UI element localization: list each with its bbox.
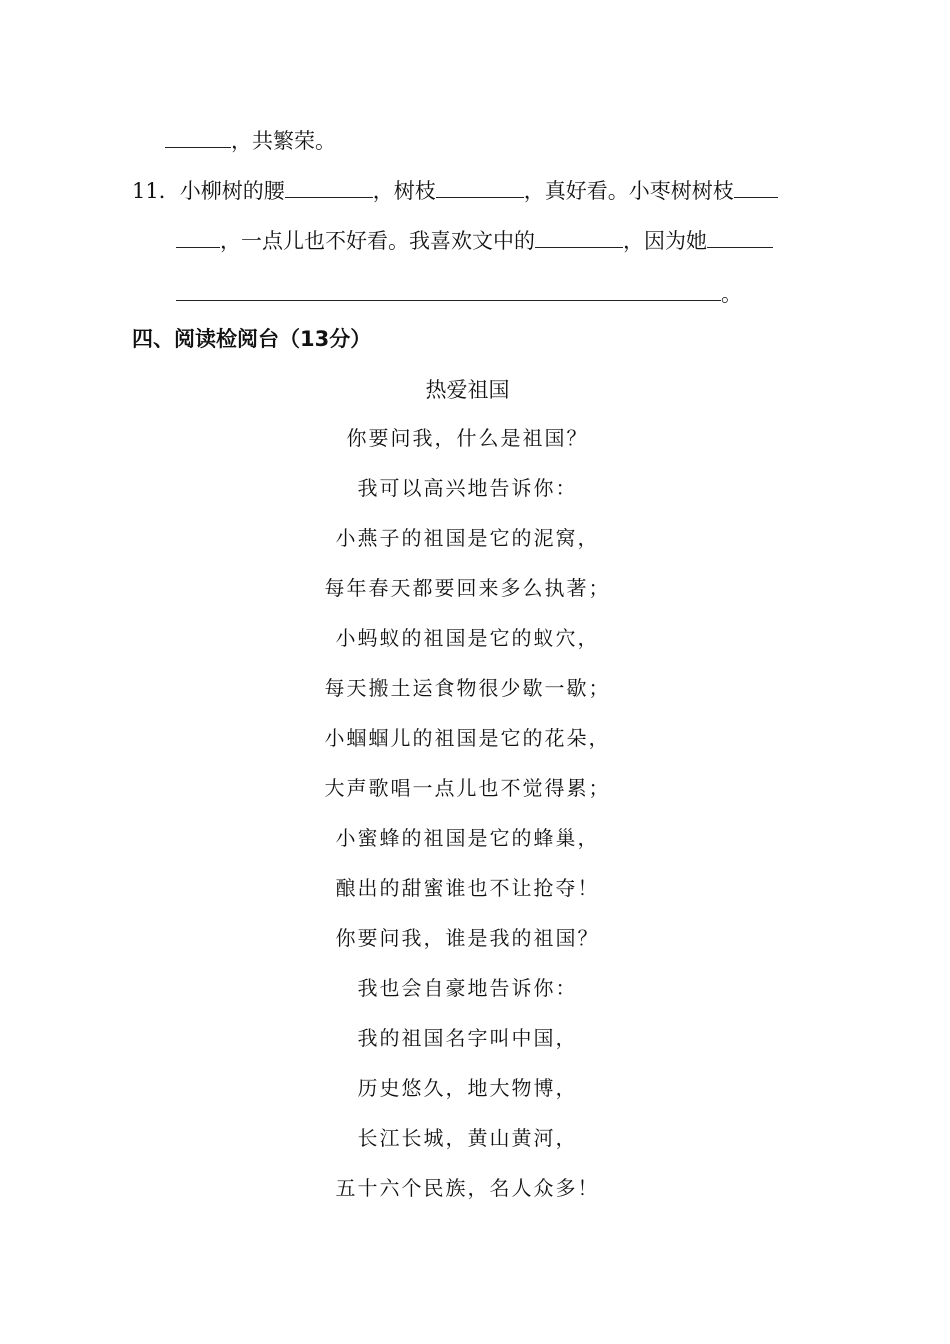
section-heading: 四、阅读检阅台（13分） [132,327,372,351]
q11-seg3: ，真好看。小枣树树枝 [523,179,734,203]
q11-line-3 [176,279,742,309]
q11-seg2: ，树枝 [372,179,436,203]
poem-line: 每天搬土运食物很少歇一歇； [324,676,611,700]
q11-number: 11． [132,179,180,203]
poem-line: 你要问我，什么是祖国？ [346,426,589,450]
q11-seg5: ，因为她 [623,229,707,253]
answer-blank[interactable] [176,280,721,301]
poem-line: 小蚂蚁的祖国是它的蚁穴， [335,626,600,650]
poem-line: 长江长城，黄山黄河， [357,1126,578,1150]
poem-line: 小蜜蜂的祖国是它的蜂巢， [335,826,600,850]
poem-body [0,421,935,1221]
poem-title: 热爱祖国 [425,378,510,402]
poem-line: 我可以高兴地告诉你： [357,476,578,500]
poem-line: 每年春天都要回来多么执著； [324,576,611,600]
answer-blank[interactable] [176,227,220,248]
q11-end: 。 [721,282,742,306]
poem-line: 酿出的甜蜜谁也不让抢夺！ [335,876,600,900]
answer-blank[interactable] [285,177,373,198]
answer-blank[interactable] [734,177,778,198]
q11-line-1 [132,176,778,206]
answer-blank[interactable] [165,127,231,148]
answer-blank[interactable] [535,227,623,248]
q11-seg4: ，一点儿也不好看。我喜欢文中的 [220,229,535,253]
q11-seg1: 小柳树的腰 [179,179,285,203]
poem-line: 我也会自豪地告诉你： [357,976,578,1000]
poem-line: 小蝈蝈儿的祖国是它的花朵， [324,726,611,750]
poem-line: 你要问我，谁是我的祖国？ [335,926,600,950]
q11-line-2 [176,226,773,256]
q10-tail-text: ，共繁荣。 [231,129,336,153]
poem-line: 小燕子的祖国是它的泥窝， [335,526,600,550]
poem-line: 五十六个民族，名人众多！ [335,1176,600,1200]
poem-line: 我的祖国名字叫中国， [357,1026,578,1050]
q10-tail-line [165,126,336,156]
poem-line: 历史悠久，地大物博， [357,1076,578,1100]
answer-blank[interactable] [707,227,773,248]
poem-line: 大声歌唱一点儿也不觉得累； [324,776,611,800]
answer-blank[interactable] [436,177,524,198]
